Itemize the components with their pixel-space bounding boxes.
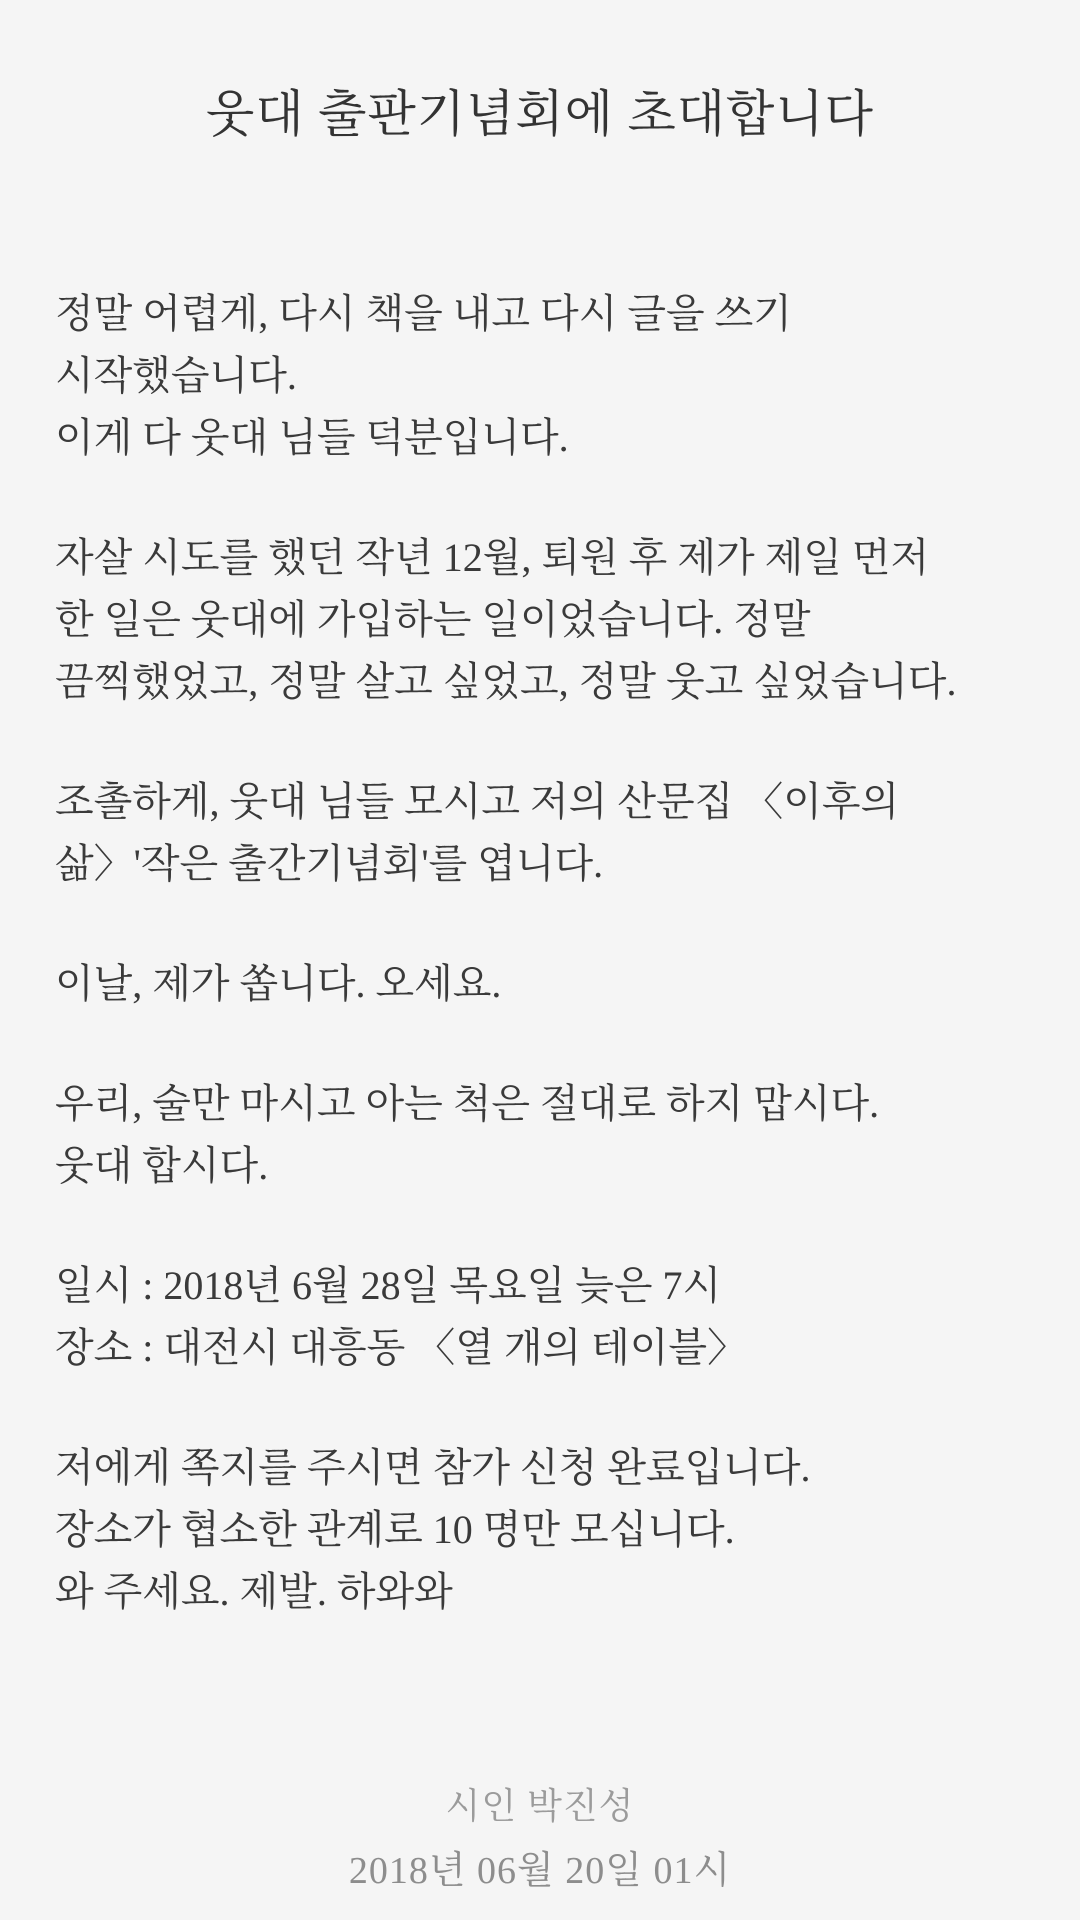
text-line: 장소가 협소한 관계로 10 명만 모십니다.: [55, 1507, 735, 1552]
post-footer: [0, 1788, 1080, 1890]
paragraph: [55, 283, 1050, 469]
text-line: 시작했습니다.: [55, 353, 297, 398]
text-line: 정말 어렵게, 다시 책을 내고 다시 글을 쓰기: [55, 291, 792, 336]
text-line: 이게 다 웃대 님들 덕분입니다.: [55, 415, 569, 460]
paragraph: [55, 953, 1050, 1015]
text-line: 저에게 쪽지를 주시면 참가 신청 완료입니다.: [55, 1445, 811, 1490]
paragraph: [55, 1255, 1050, 1379]
author-name: 시인 박진성: [445, 1786, 635, 1826]
text-line: 삶〉'작은 출간기념회'를 엽니다.: [55, 841, 604, 886]
text-line: 조촐하게, 웃대 님들 모시고 저의 산문집 〈이후의: [55, 779, 900, 824]
text-line: 와 주세요. 제발. 하와와: [55, 1569, 453, 1614]
text-line: 자살 시도를 했던 작년 12월, 퇴원 후 제가 제일 먼저: [55, 535, 930, 580]
post-body: [55, 283, 1050, 1623]
post-title: 웃대 출판기념회에 초대합니다: [206, 86, 874, 142]
text-line: 끔찍했었고, 정말 살고 싶었고, 정말 웃고 싶었습니다.: [55, 659, 957, 704]
paragraph: [55, 771, 1050, 895]
paragraph: [55, 1073, 1050, 1197]
text-line: 웃대 합시다.: [55, 1143, 269, 1188]
text-line: 일시 : 2018년 6월 28일 목요일 늦은 7시: [55, 1263, 722, 1308]
text-line: 한 일은 웃대에 가입하는 일이었습니다. 정말: [55, 597, 811, 642]
text-line: 우리, 술만 마시고 아는 척은 절대로 하지 맙시다.: [55, 1081, 880, 1126]
paragraph: [55, 527, 1050, 713]
text-line: 이날, 제가 쏩니다. 오세요.: [55, 961, 502, 1006]
text-line: 장소 : 대전시 대흥동 〈열 개의 테이블〉: [55, 1325, 748, 1370]
paragraph: [55, 1437, 1050, 1623]
post-datetime: 2018년 06월 20일 01시: [348, 1850, 732, 1892]
